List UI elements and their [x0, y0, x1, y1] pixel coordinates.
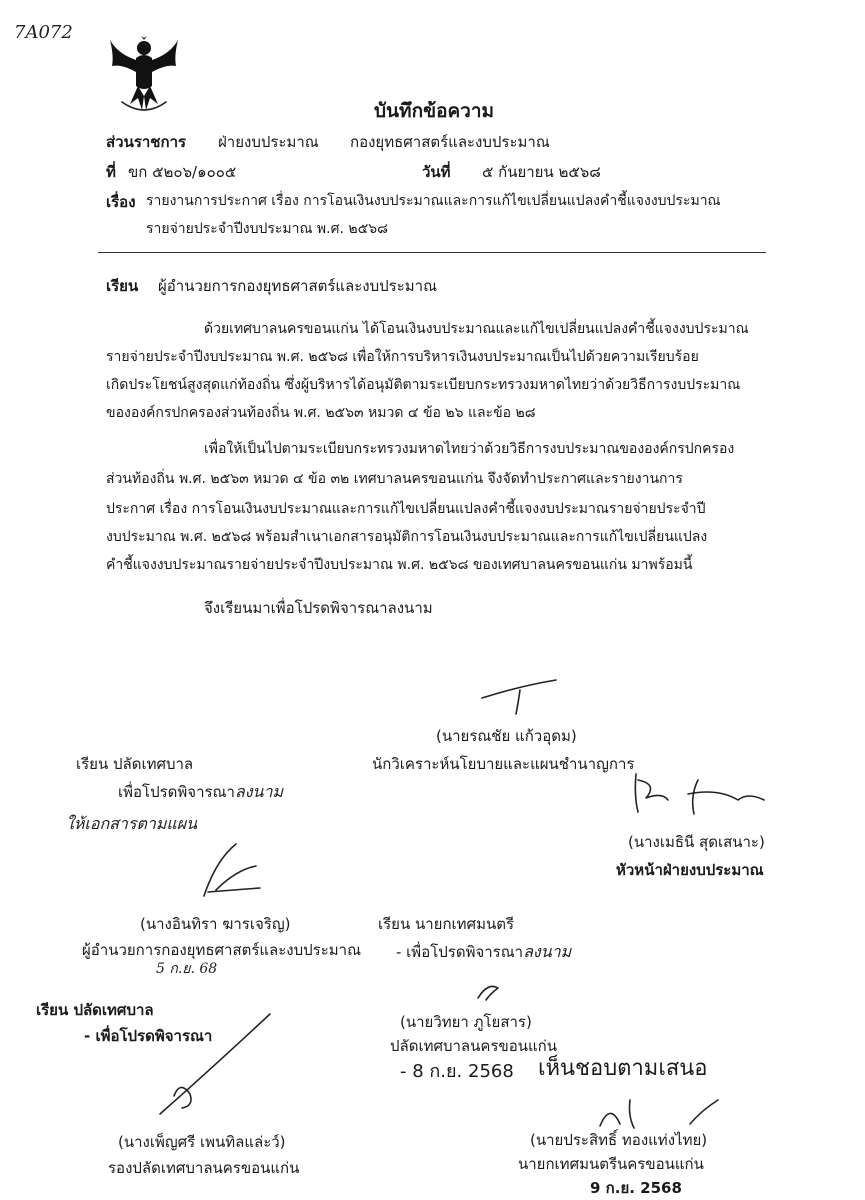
corner-note: 7A072 — [14, 22, 73, 43]
signer5-name: (นางเพ็ญศรี เพนทิลแล่ะว์) — [118, 1133, 286, 1151]
date-label: วันที่ — [422, 163, 451, 181]
para1-line3: เกิดประโยชน์สูงสุดแก่ท้องถิ่น ซึ่งผู้บริหารได้อนุมัติตามระเบียบกระทรวงมหาดไทยว่าด้วยวิธีการงบประมาณ — [106, 377, 741, 393]
signature-1 — [480, 678, 570, 718]
signer4-stamp-date: - 8 ก.ย. 2568 — [400, 1061, 514, 1082]
subject-line1: รายงานการประกาศ เรื่อง การโอนเงินงบประมาณและการแก้ไขเปลี่ยนแปลงคำชี้แจงงบประมาณ — [146, 193, 721, 209]
signer1-position: นักวิเคราะห์นโยบายและแผนชำนาญการ — [372, 755, 635, 773]
para2-line2: ส่วนท้องถิ่น พ.ศ. ๒๕๖๓ หมวด ๔ ข้อ ๓๒ เทศบาลนครขอนแก่น จึงจัดทำประกาศและรายงานการ — [106, 471, 683, 487]
left-note2-to: เรียน ปลัดเทศบาล — [36, 1001, 154, 1019]
memo-title: บันทึกข้อความ — [374, 100, 495, 122]
to-label: เรียน — [106, 277, 139, 295]
subject-label: เรื่อง — [106, 193, 136, 211]
signature-5 — [150, 1010, 280, 1120]
signer2-position: หัวหน้าฝ่ายงบประมาณ — [616, 861, 764, 879]
left-note1-comment: ให้เอกสารตามแผน — [66, 814, 198, 833]
signer2-name: (นางเมธินี สุดเสนาะ) — [628, 833, 765, 851]
para2-line3: ประกาศ เรื่อง การโอนเงินงบประมาณและการแก้ไขเปลี่ยนแปลงคำชี้แจงงบประมาณรายจ่ายประจำปี — [106, 501, 706, 517]
signer1-name: (นายรณชัย แก้วอุดม) — [436, 727, 577, 745]
agency-label: ส่วนราชการ — [106, 133, 187, 151]
ref-value: ขก ๕๒๐๖/๑๐๐๕ — [128, 163, 237, 181]
to-value: ผู้อำนวยการกองยุทธศาสตร์และงบประมาณ — [158, 277, 438, 295]
signature-4 — [474, 980, 504, 1004]
signer3-position: ผู้อำนวยการกองยุทธศาสตร์และงบประมาณ — [82, 941, 362, 959]
para2-line1: เพื่อให้เป็นไปตามระเบียบกระทรวงมหาดไทยว่าด้วยวิธีการงบประมาณขององค์กรปกครอง — [204, 441, 735, 457]
signer4-position: ปลัดเทศบาลนครขอนแก่น — [390, 1037, 557, 1055]
signer4-name: (นายวิทยา ภูโยสาร) — [400, 1013, 532, 1031]
ref-label: ที่ — [106, 163, 116, 181]
left-note2-line: - เพื่อโปรดพิจารณา — [84, 1027, 213, 1045]
signer5-position: รองปลัดเทศบาลนครขอนแก่น — [108, 1159, 300, 1177]
signer4-approval: เห็นชอบตามเสนอ — [538, 1056, 708, 1081]
right-note1-text: - เพื่อโปรดพิจารณา — [396, 943, 524, 961]
left-note1-handwritten: ลงนาม — [234, 782, 283, 801]
closing-line: จึงเรียนมาเพื่อโปรดพิจารณาลงนาม — [204, 599, 433, 617]
left-note1-text: เพื่อโปรดพิจารณา — [118, 783, 235, 801]
signer6-name: (นายประสิทธิ์ ทองแท่งไทย) — [530, 1131, 708, 1149]
signer6-position: นายกเทศมนตรีนครขอนแก่น — [518, 1155, 704, 1173]
agency-unit: ฝ่ายงบประมาณ — [218, 133, 319, 151]
right-note1-line — [396, 940, 571, 965]
date-value: ๕ กันยายน ๒๕๖๘ — [482, 163, 601, 181]
garuda-emblem-icon — [108, 36, 180, 114]
signer6-stamp-date: 9 ก.ย. 2568 — [590, 1179, 682, 1197]
signature-6 — [590, 1096, 730, 1132]
right-note1-handwritten: ลงนาม — [523, 942, 572, 961]
right-note1-to: เรียน นายกเทศมนตรี — [378, 915, 515, 933]
para1-line1: ด้วยเทศบาลนครขอนแก่น ได้โอนเงินงบประมาณและแก้ไขเปลี่ยนแปลงคำชี้แจงงบประมาณ — [204, 321, 749, 337]
para1-line2: รายจ่ายประจำปีงบประมาณ พ.ศ. ๒๕๖๘ เพื่อให้การบริหารเงินงบประมาณเป็นไปด้วยความเรียบร้อย — [106, 349, 699, 365]
header-divider — [98, 252, 766, 253]
para2-line4: งบประมาณ พ.ศ. ๒๕๖๘ พร้อมสำเนาเอกสารอนุมัติการโอนเงินงบประมาณและการแก้ไขเปลี่ยนแปลง — [106, 529, 708, 545]
signature-2 — [628, 770, 788, 820]
para1-line4: ขององค์กรปกครองส่วนท้องถิ่น พ.ศ. ๒๕๖๓ หมวด ๔ ข้อ ๒๖ และข้อ ๒๘ — [106, 405, 536, 421]
subject-line2: รายจ่ายประจำปีงบประมาณ พ.ศ. ๒๕๖๘ — [146, 221, 388, 237]
signer3-name: (นางอินทิรา ฆารเจริญ) — [140, 915, 291, 933]
left-note1-to: เรียน ปลัดเทศบาล — [76, 755, 194, 773]
left-note1-line — [118, 780, 283, 805]
signature-3 — [196, 840, 266, 900]
para2-line5: คำชี้แจงงบประมาณรายจ่ายประจำปีงบประมาณ พ.ศ. ๒๕๖๘ ของเทศบาลนครขอนแก่น มาพร้อมนี้ — [106, 557, 693, 573]
agency-division: กองยุทธศาสตร์และงบประมาณ — [350, 133, 550, 151]
signer3-date: 5 ก.ย. 68 — [156, 961, 218, 977]
